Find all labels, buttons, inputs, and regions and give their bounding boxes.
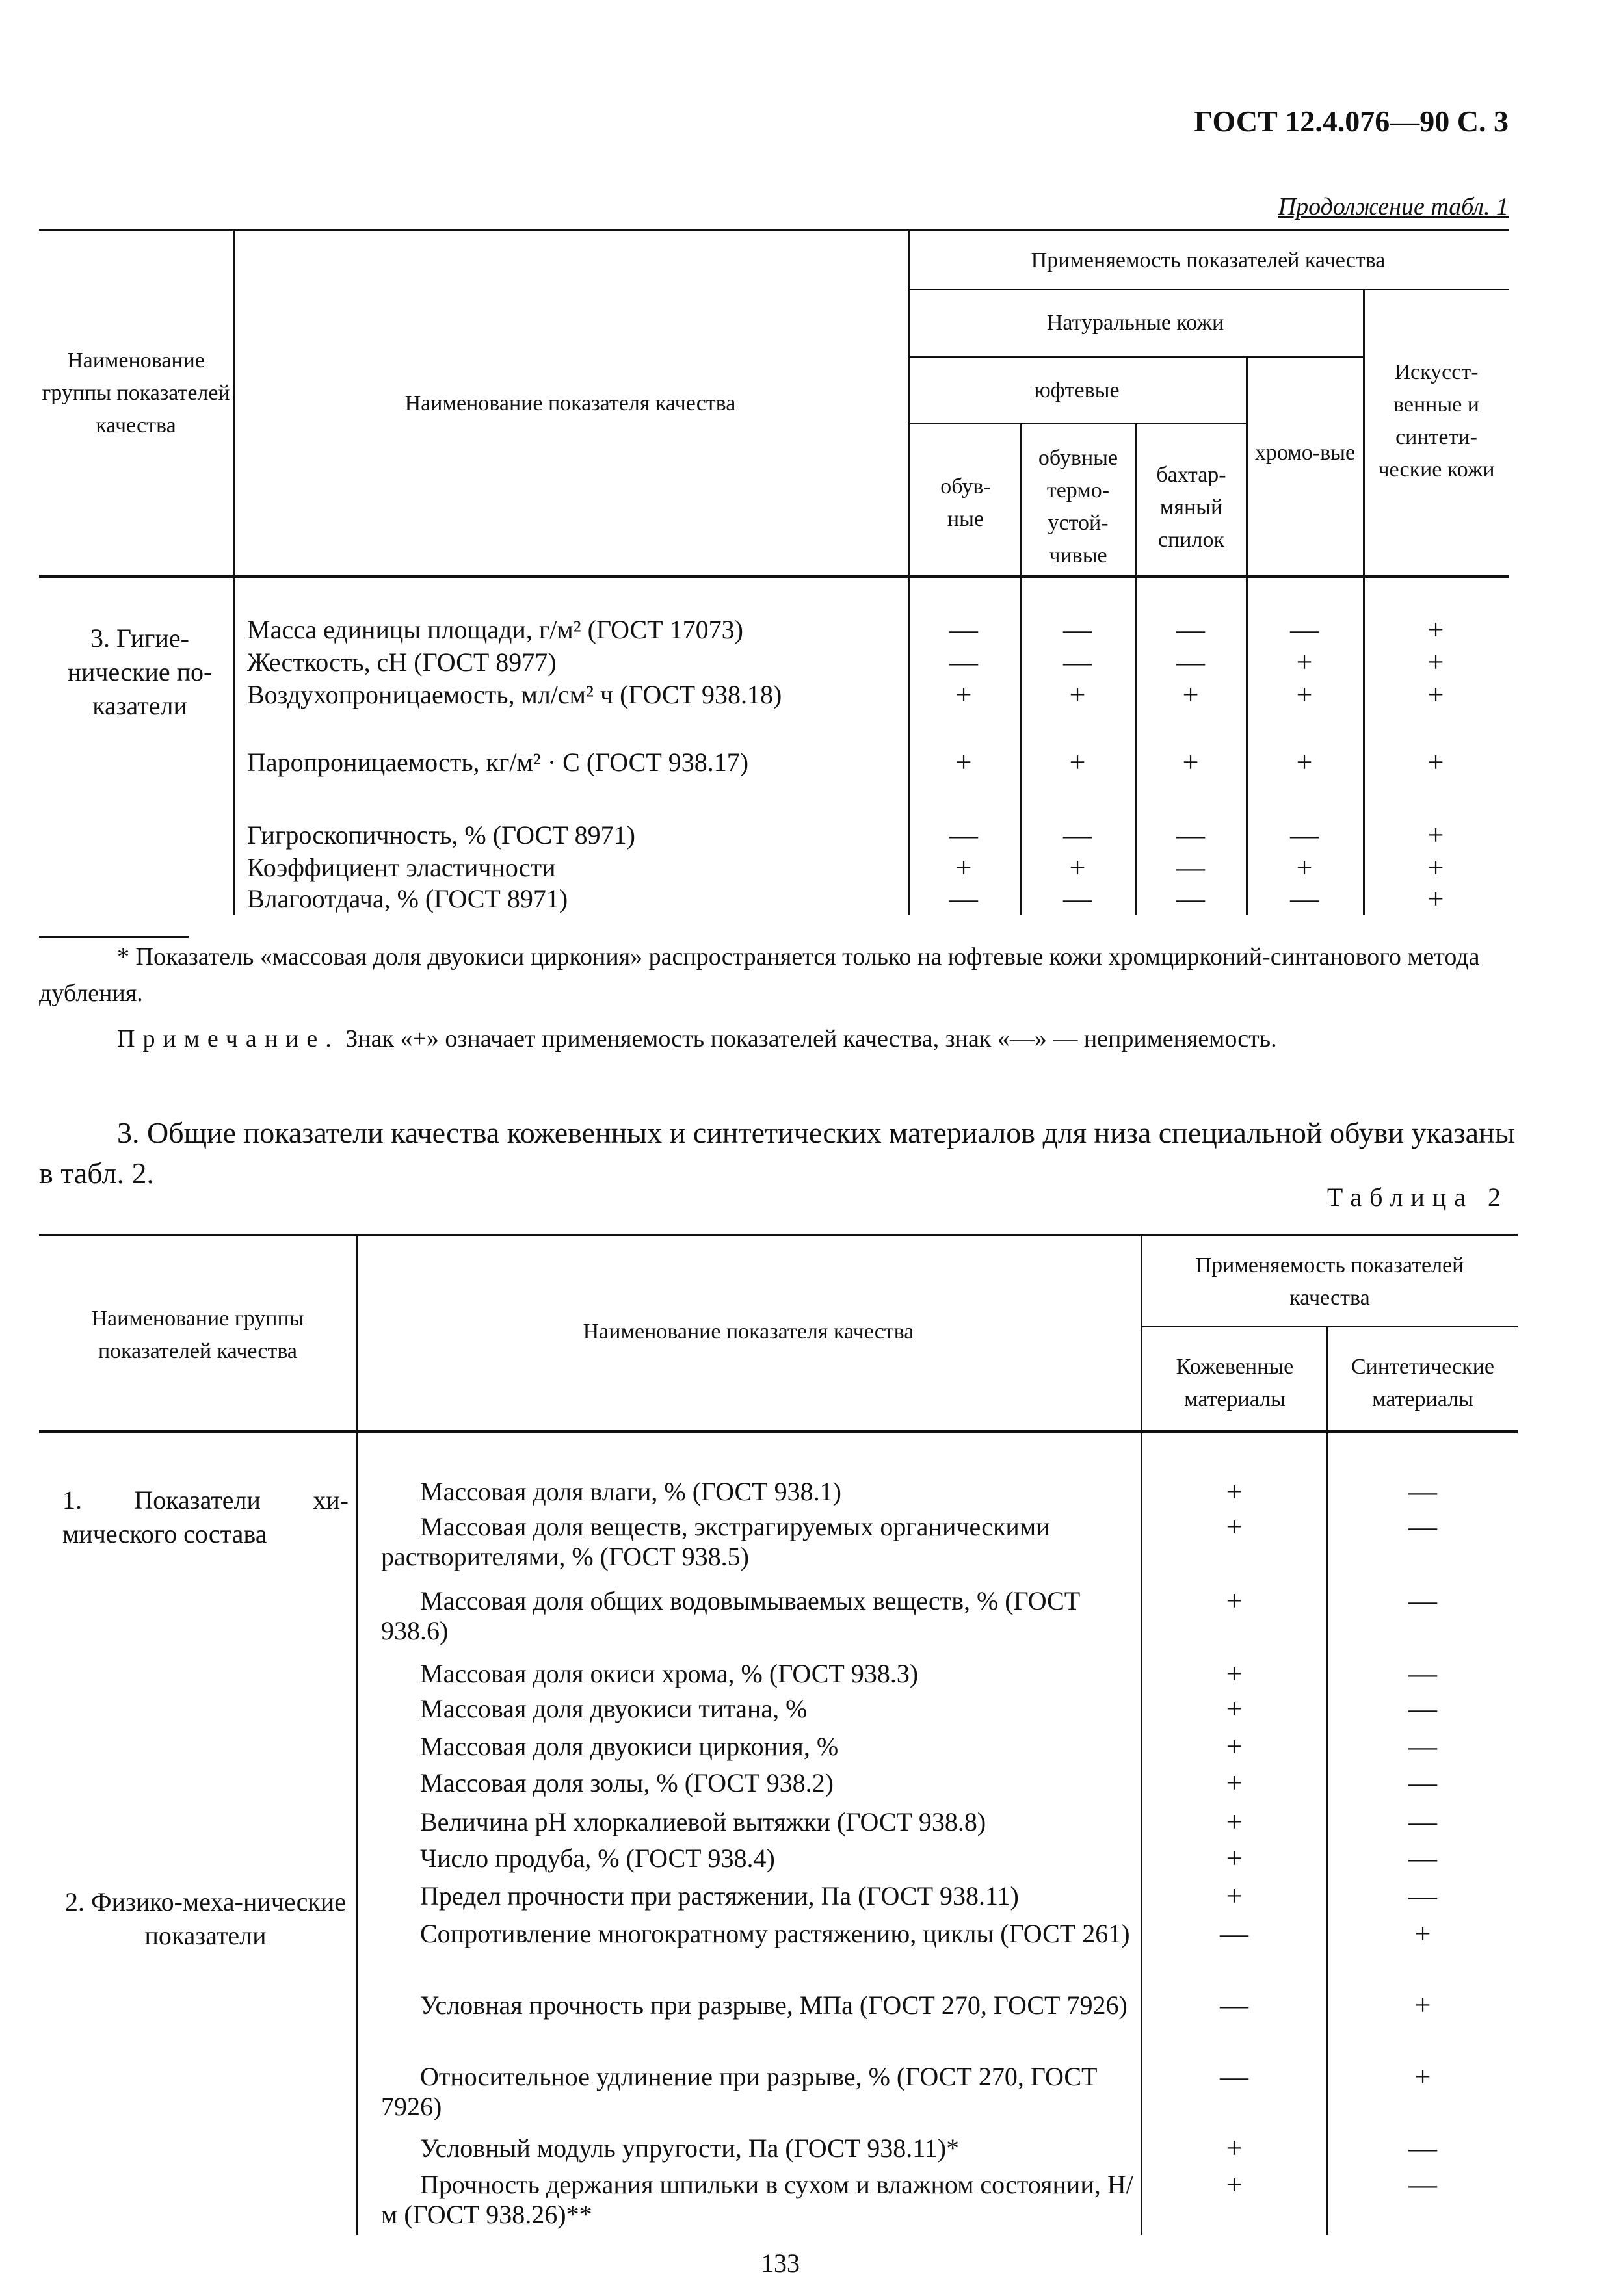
t2-header-synthetic: Синтетические материалы — [1351, 1355, 1494, 1411]
t1-mark: + — [1069, 746, 1086, 778]
t1-mark: — — [949, 819, 978, 851]
t1-mark: — — [1290, 883, 1319, 915]
t1-mark: — — [1290, 614, 1319, 646]
t1-mark: — — [949, 614, 978, 646]
t2-row-11: Сопротивление многократному растяжению, циклы (ГОСТ 261) — [420, 1919, 1130, 1948]
t1-row-1: Масса единицы площади, г/м² (ГОСТ 17073) — [247, 615, 743, 644]
t2-mark: — — [1220, 1989, 1248, 2021]
t2-row-7: Массовая доля золы, % (ГОСТ 938.2) — [420, 1768, 834, 1797]
t2-mark: — — [1408, 1806, 1437, 1838]
t1-mark: + — [1182, 679, 1199, 711]
t1-header-artificial: Искусст-венные и синтети-ческие кожи — [1378, 360, 1495, 482]
t1-header-natural: Натуральные кожи — [1046, 311, 1224, 335]
t1-mark: + — [1427, 679, 1444, 711]
t1-mark: + — [1069, 852, 1086, 883]
t2-row-14: Условный модуль упругости, Па (ГОСТ 938.11)* — [420, 2133, 960, 2163]
t1-mark: + — [1427, 883, 1444, 915]
t1-mark: + — [1182, 746, 1199, 778]
t2-row-2: Массовая доля веществ, экстрагируемых органическими растворителями, % (ГОСТ 938.5) — [381, 1512, 1050, 1571]
t1-header-shoe: обув-ные — [940, 475, 991, 531]
t2-mark: — — [1408, 1730, 1437, 1762]
t2-mark: — — [1408, 1880, 1437, 1912]
t1-mark: + — [1427, 646, 1444, 678]
t1-row-5: Гигроскопичность, % (ГОСТ 8971) — [247, 820, 635, 850]
t1-mark: + — [955, 852, 972, 883]
t2-mark: — — [1408, 1476, 1437, 1507]
t2-row-1: Массовая доля влаги, % (ГОСТ 938.1) — [420, 1477, 841, 1506]
t1-mark: — — [1063, 614, 1092, 646]
t2-row-12: Условная прочность при разрыве, МПа (ГОСТ 270, ГОСТ 7926) — [420, 1990, 1128, 2020]
t1-mark: + — [1427, 614, 1444, 646]
t2-row-4: Массовая доля окиси хрома, % (ГОСТ 938.3) — [420, 1659, 919, 1688]
t1-mark: + — [1427, 819, 1444, 851]
t2-row-6: Массовая доля двуокиси циркония, % — [420, 1732, 839, 1761]
t2-mark: + — [1226, 1658, 1243, 1689]
t2-mark: — — [1408, 2132, 1437, 2164]
t2-header-group: Наименование группы показателей качества — [91, 1307, 304, 1363]
t2-header-applicability: Применяемость показателей качества — [1195, 1253, 1464, 1310]
t2-mark: — — [1220, 1918, 1248, 1950]
t1-mark: — — [1063, 819, 1092, 851]
note-text: Знак «+» означает применяемость показателей качества, знак «—» — неприменяемость. — [345, 1025, 1277, 1052]
t1-mark: + — [1427, 746, 1444, 778]
t1-mark: — — [1176, 819, 1205, 851]
t2-row-15: Прочность держания шпильки в сухом и влажном состоянии, Н/м (ГОСТ 938.26)** — [381, 2170, 1133, 2229]
t2-header-indicator: Наименование показателя качества — [583, 1320, 914, 1344]
t1-header-shoe-thermo: обувные термо-устой-чивые — [1038, 446, 1118, 567]
t1-group-hygiene: 3. Гигие-нические по-казатели — [67, 623, 213, 720]
t1-mark: + — [1427, 852, 1444, 883]
t1-row-2: Жесткость, сН (ГОСТ 8977) — [247, 647, 557, 677]
paragraph-3: 3. Общие показатели качества кожевенных и синтетических материалов для низа специальной обуви указаны в табл. 2. — [39, 1116, 1515, 1190]
page-number: 133 — [761, 2249, 800, 2278]
t2-mark: — — [1408, 1842, 1437, 1874]
t2-mark: + — [1226, 1880, 1243, 1912]
t1-mark: — — [949, 883, 978, 915]
t2-mark: + — [1414, 2061, 1431, 2093]
t1-header-applicability: Применяемость показателей качества — [1031, 248, 1386, 272]
t2-mark: + — [1226, 1767, 1243, 1799]
t1-header-yuft: юфтевые — [1034, 378, 1120, 402]
t2-group-physical: 2. Физико-меха-нические показатели — [64, 1887, 347, 1950]
page-header: ГОСТ 12.4.076—90 С. 3 — [1194, 105, 1509, 138]
t1-header-bakhtarmyany: бахтар-мяный спилок — [1156, 463, 1226, 552]
t2-row-8: Величина pH хлоркалиевой вытяжки (ГОСТ 938.8) — [420, 1807, 986, 1836]
t1-mark: + — [1296, 679, 1313, 711]
t1-mark: + — [955, 746, 972, 778]
t1-row-4: Паропроницаемость, кг/м² · С (ГОСТ 938.17) — [247, 748, 749, 777]
note — [39, 1021, 1509, 1057]
table2-caption: Таблица 2 — [1326, 1182, 1509, 1212]
t2-mark: + — [1226, 1585, 1243, 1617]
t1-mark: — — [1176, 852, 1205, 883]
t1-mark: — — [1290, 819, 1319, 851]
t1-mark: + — [1069, 679, 1086, 711]
t1-mark: + — [1296, 746, 1313, 778]
footnote: * Показатель «массовая доля двуокиси циркония» распространяется только на юфтевые кожи хромцирконий-синтанового метода дубления. — [39, 943, 1480, 1007]
t1-mark: — — [949, 646, 978, 678]
t1-header-chrome: хромо-вые — [1254, 441, 1356, 465]
t1-row-6: Коэффициент эластичности — [247, 853, 556, 882]
t2-header-leather: Кожевенные материалы — [1176, 1355, 1294, 1411]
t2-mark: — — [1408, 1511, 1437, 1543]
t2-mark: + — [1226, 1806, 1243, 1838]
t1-mark: — — [1063, 883, 1092, 915]
table1-continuation: Продолжение табл. 1 — [1278, 193, 1509, 220]
t1-mark: — — [1176, 883, 1205, 915]
note-label: Примечание. — [117, 1025, 339, 1052]
t2-mark: + — [1226, 1511, 1243, 1543]
footnote-separator — [39, 936, 189, 938]
t2-mark: + — [1226, 1730, 1243, 1762]
t2-mark: — — [1220, 2061, 1248, 2093]
t2-mark: + — [1226, 2132, 1243, 2164]
t2-row-13: Относительное удлинение при разрыве, % (ГОСТ 270, ГОСТ 7926) — [381, 2062, 1098, 2121]
t1-mark: + — [1296, 852, 1313, 883]
t2-mark: — — [1408, 1585, 1437, 1617]
t2-row-9: Число продуба, % (ГОСТ 938.4) — [420, 1844, 775, 1873]
t1-mark: — — [1176, 614, 1205, 646]
t2-row-3: Массовая доля общих водовымываемых веществ, % (ГОСТ 938.6) — [381, 1586, 1081, 1645]
t1-header-group: Наименование группы показателей качества — [42, 348, 230, 437]
t2-mark: — — [1408, 1658, 1437, 1689]
t2-group-chemical: 1. Показатели хи-мического состава — [62, 1485, 349, 1548]
t1-mark: + — [1296, 646, 1313, 678]
t2-mark: + — [1414, 1918, 1431, 1950]
t2-row-10: Предел прочности при растяжении, Па (ГОСТ 938.11) — [420, 1881, 1019, 1911]
t1-mark: — — [1176, 646, 1205, 678]
t2-mark: + — [1226, 2169, 1243, 2200]
t2-mark: — — [1408, 1693, 1437, 1725]
t1-mark: + — [955, 679, 972, 711]
t2-mark: — — [1408, 2169, 1437, 2200]
t2-mark: — — [1408, 1767, 1437, 1799]
t1-header-indicator: Наименование показателя качества — [404, 391, 736, 415]
t1-row-3: Воздухопроницаемость, мл/см² ч (ГОСТ 938.18) — [247, 680, 782, 709]
t2-mark: + — [1414, 1989, 1431, 2021]
t2-row-5: Массовая доля двуокиси титана, % — [420, 1694, 808, 1723]
t2-mark: + — [1226, 1476, 1243, 1507]
t1-mark: — — [1063, 646, 1092, 678]
t2-mark: + — [1226, 1693, 1243, 1725]
t1-row-7: Влагоотдача, % (ГОСТ 8971) — [247, 884, 568, 913]
t2-mark: + — [1226, 1842, 1243, 1874]
